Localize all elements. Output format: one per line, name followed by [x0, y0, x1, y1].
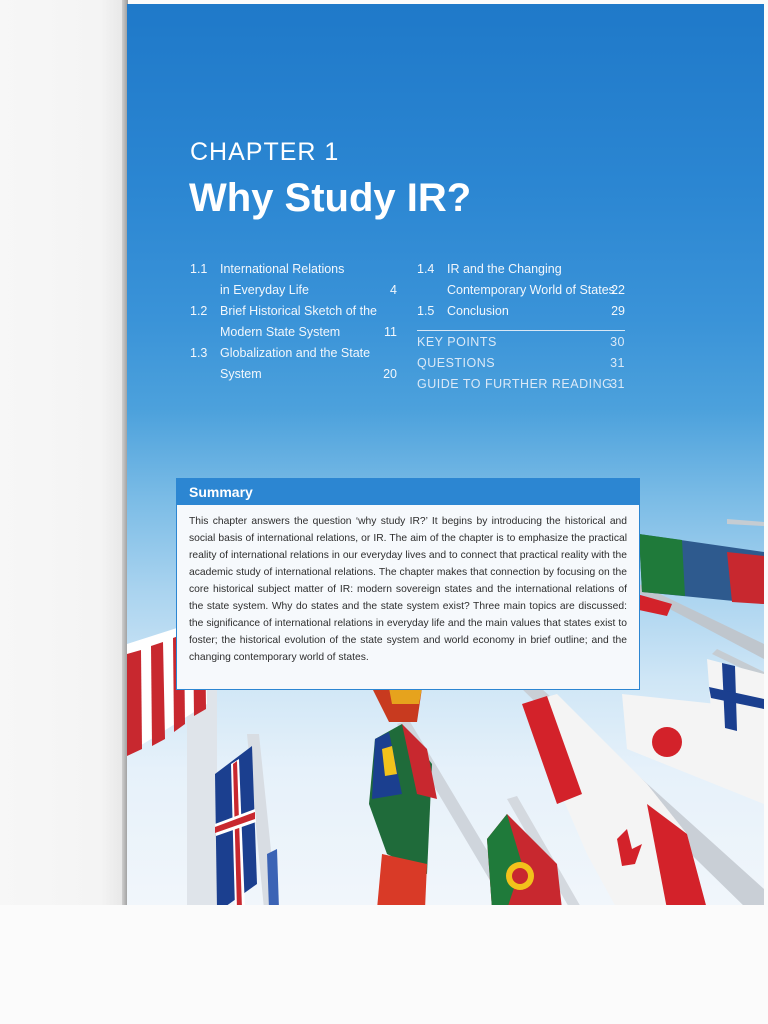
toc-page-number: 11	[384, 325, 397, 339]
toc-number: 1.5	[417, 304, 435, 318]
flag-pole	[187, 684, 217, 905]
toc-entry-title: Globalization and the State	[220, 346, 371, 360]
summary-box	[176, 478, 640, 690]
small-flag	[267, 849, 279, 905]
summary-text: This chapter answers the question ‘why study IR?’ It begins by introducing the historical and social basis of international relations, or IR. The aim of the chapter is to emphasize the practical reality of international relations in our everyday lives and to connect that practical reality with the academic study of international relations. The chapter makes that connection by focusing on the core historical subject matter of IR: modern sovereign states and the international relations of the state system. Why do states and the state system exist? Three main topics are discussed: the significance of international relations in everyday life and the main values that states exist to foster; the historical evolution of the state system and world economy in brief outline; and the changing contemporary world of states.	[189, 516, 627, 663]
toc-page-number: 22	[611, 283, 625, 297]
toc-entry-title: International Relations	[220, 262, 345, 276]
toc-entry-title: Brief Historical Sketch of the	[220, 304, 378, 318]
uk-flag	[215, 746, 257, 905]
toc-divider	[417, 330, 625, 331]
toc-entry-title: Conclusion	[447, 304, 509, 318]
toc-entry-title: System	[220, 367, 262, 381]
toc-entry-title: Modern State System	[220, 325, 341, 339]
left-page-margin	[0, 0, 126, 905]
flag-pole	[727, 519, 764, 526]
toc-page-number: 4	[390, 283, 397, 297]
toc-number: 1.2	[190, 304, 208, 318]
toc-number: 1.4	[417, 262, 435, 276]
right-top-flag	[639, 534, 764, 604]
toc-page-number: 31	[610, 377, 625, 391]
toc-entry-title: Contemporary World of States	[447, 283, 615, 297]
summary-heading: Summary	[177, 479, 639, 505]
chapter-opener-page	[127, 4, 764, 905]
chapter-label: CHAPTER 1	[190, 138, 340, 166]
chapter-title: Why Study IR?	[189, 176, 472, 220]
toc-page-number: 30	[610, 335, 625, 349]
toc-key-points: KEY POINTS	[417, 335, 497, 349]
toc-questions: QUESTIONS	[417, 356, 496, 370]
toc-entry-title: in Everyday Life	[220, 283, 309, 297]
toc-page-number: 29	[611, 304, 625, 318]
toc-entry-title: IR and the Changing	[447, 262, 562, 276]
toc-further-reading: GUIDE TO FURTHER READING	[417, 377, 613, 391]
toc-number: 1.1	[190, 262, 208, 276]
toc-page-number: 20	[383, 367, 397, 381]
toc-number: 1.3	[190, 346, 208, 360]
south-africa-flag	[369, 724, 437, 874]
toc-page-number: 31	[610, 356, 625, 370]
